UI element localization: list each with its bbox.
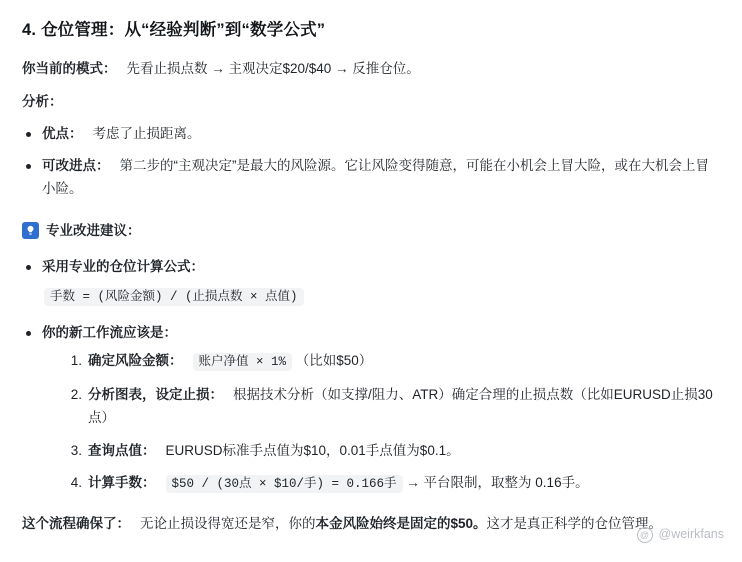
analysis-item-label: 优点： <box>42 126 83 141</box>
closing-bold-text: 本金风险始终是固定的$50。 <box>315 516 487 532</box>
list-item <box>64 349 720 374</box>
step-code: $50 / (30点 × $10/手) = 0.166手 <box>166 475 403 493</box>
advice-title: 专业改进建议： <box>46 222 141 238</box>
step-code: 账户净值 × 1% <box>193 353 293 371</box>
position-size-formula: 手数 = (风险金额) / (止损点数 × 点值) <box>44 288 304 306</box>
list-item <box>22 255 720 310</box>
analysis-item-text: 第二步的“主观决定”是最大的风险源。它让风险变得随意，可能在小机会上冒大险，或在大机会上冒小险。 <box>42 157 709 197</box>
watermark <box>637 524 725 546</box>
page-title: 4. 仓位管理：从“经验判断”到“数学公式” <box>22 21 326 39</box>
advice-block-heading: 采用专业的仓位计算公式： <box>42 258 204 274</box>
analysis-list <box>22 122 720 201</box>
analysis-item-text: 考虑了止损距离。 <box>92 126 201 141</box>
closing-paragraph <box>22 512 720 536</box>
current-mode-label: 你当前的模式： <box>22 60 117 76</box>
step-label: 分析图表，设定止损： <box>88 386 223 402</box>
step-text: （比如$50） <box>295 352 373 368</box>
lightbulb-icon <box>22 222 39 239</box>
advice-heading <box>22 219 720 243</box>
workflow-steps <box>42 349 720 497</box>
current-mode-text: 先看止损点数 → 主观决定$20/$40 → 反推仓位。 <box>126 60 420 76</box>
list-item <box>22 154 720 201</box>
analysis-item-label: 可改进点： <box>42 157 110 173</box>
current-mode-paragraph <box>22 57 720 81</box>
advice-list <box>22 255 720 497</box>
formula-row <box>44 284 720 309</box>
list-item <box>64 383 720 430</box>
closing-label: 这个流程确保了： <box>22 516 130 532</box>
advice-block-heading: 你的新工作流应该是： <box>42 325 177 340</box>
step-text: → 平台限制，取整为 0.16手。 <box>406 475 589 491</box>
step-text: 根据技术分析（如支撑/阻力、ATR）确定合理的止损点数（比如EURUSD止损30点） <box>88 386 713 426</box>
watermark-text: @weirkfans <box>658 527 724 542</box>
analysis-label: 分析： <box>22 94 63 110</box>
closing-text-before: 无论止损设得宽还是窄，你的 <box>140 516 316 532</box>
list-item <box>64 471 720 496</box>
step-label: 计算手数： <box>88 475 156 491</box>
step-text: EURUSD标准手点值为$10，0.01手点值为$0.1。 <box>165 442 460 458</box>
list-item <box>64 439 720 463</box>
list-item <box>22 321 720 496</box>
closing-text-after: 这才是真正科学的仓位管理。 <box>486 516 663 532</box>
step-label: 查询点值： <box>88 442 156 458</box>
at-icon: @ <box>637 527 653 543</box>
list-item <box>22 122 720 146</box>
step-label: 确定风险金额： <box>88 352 183 368</box>
